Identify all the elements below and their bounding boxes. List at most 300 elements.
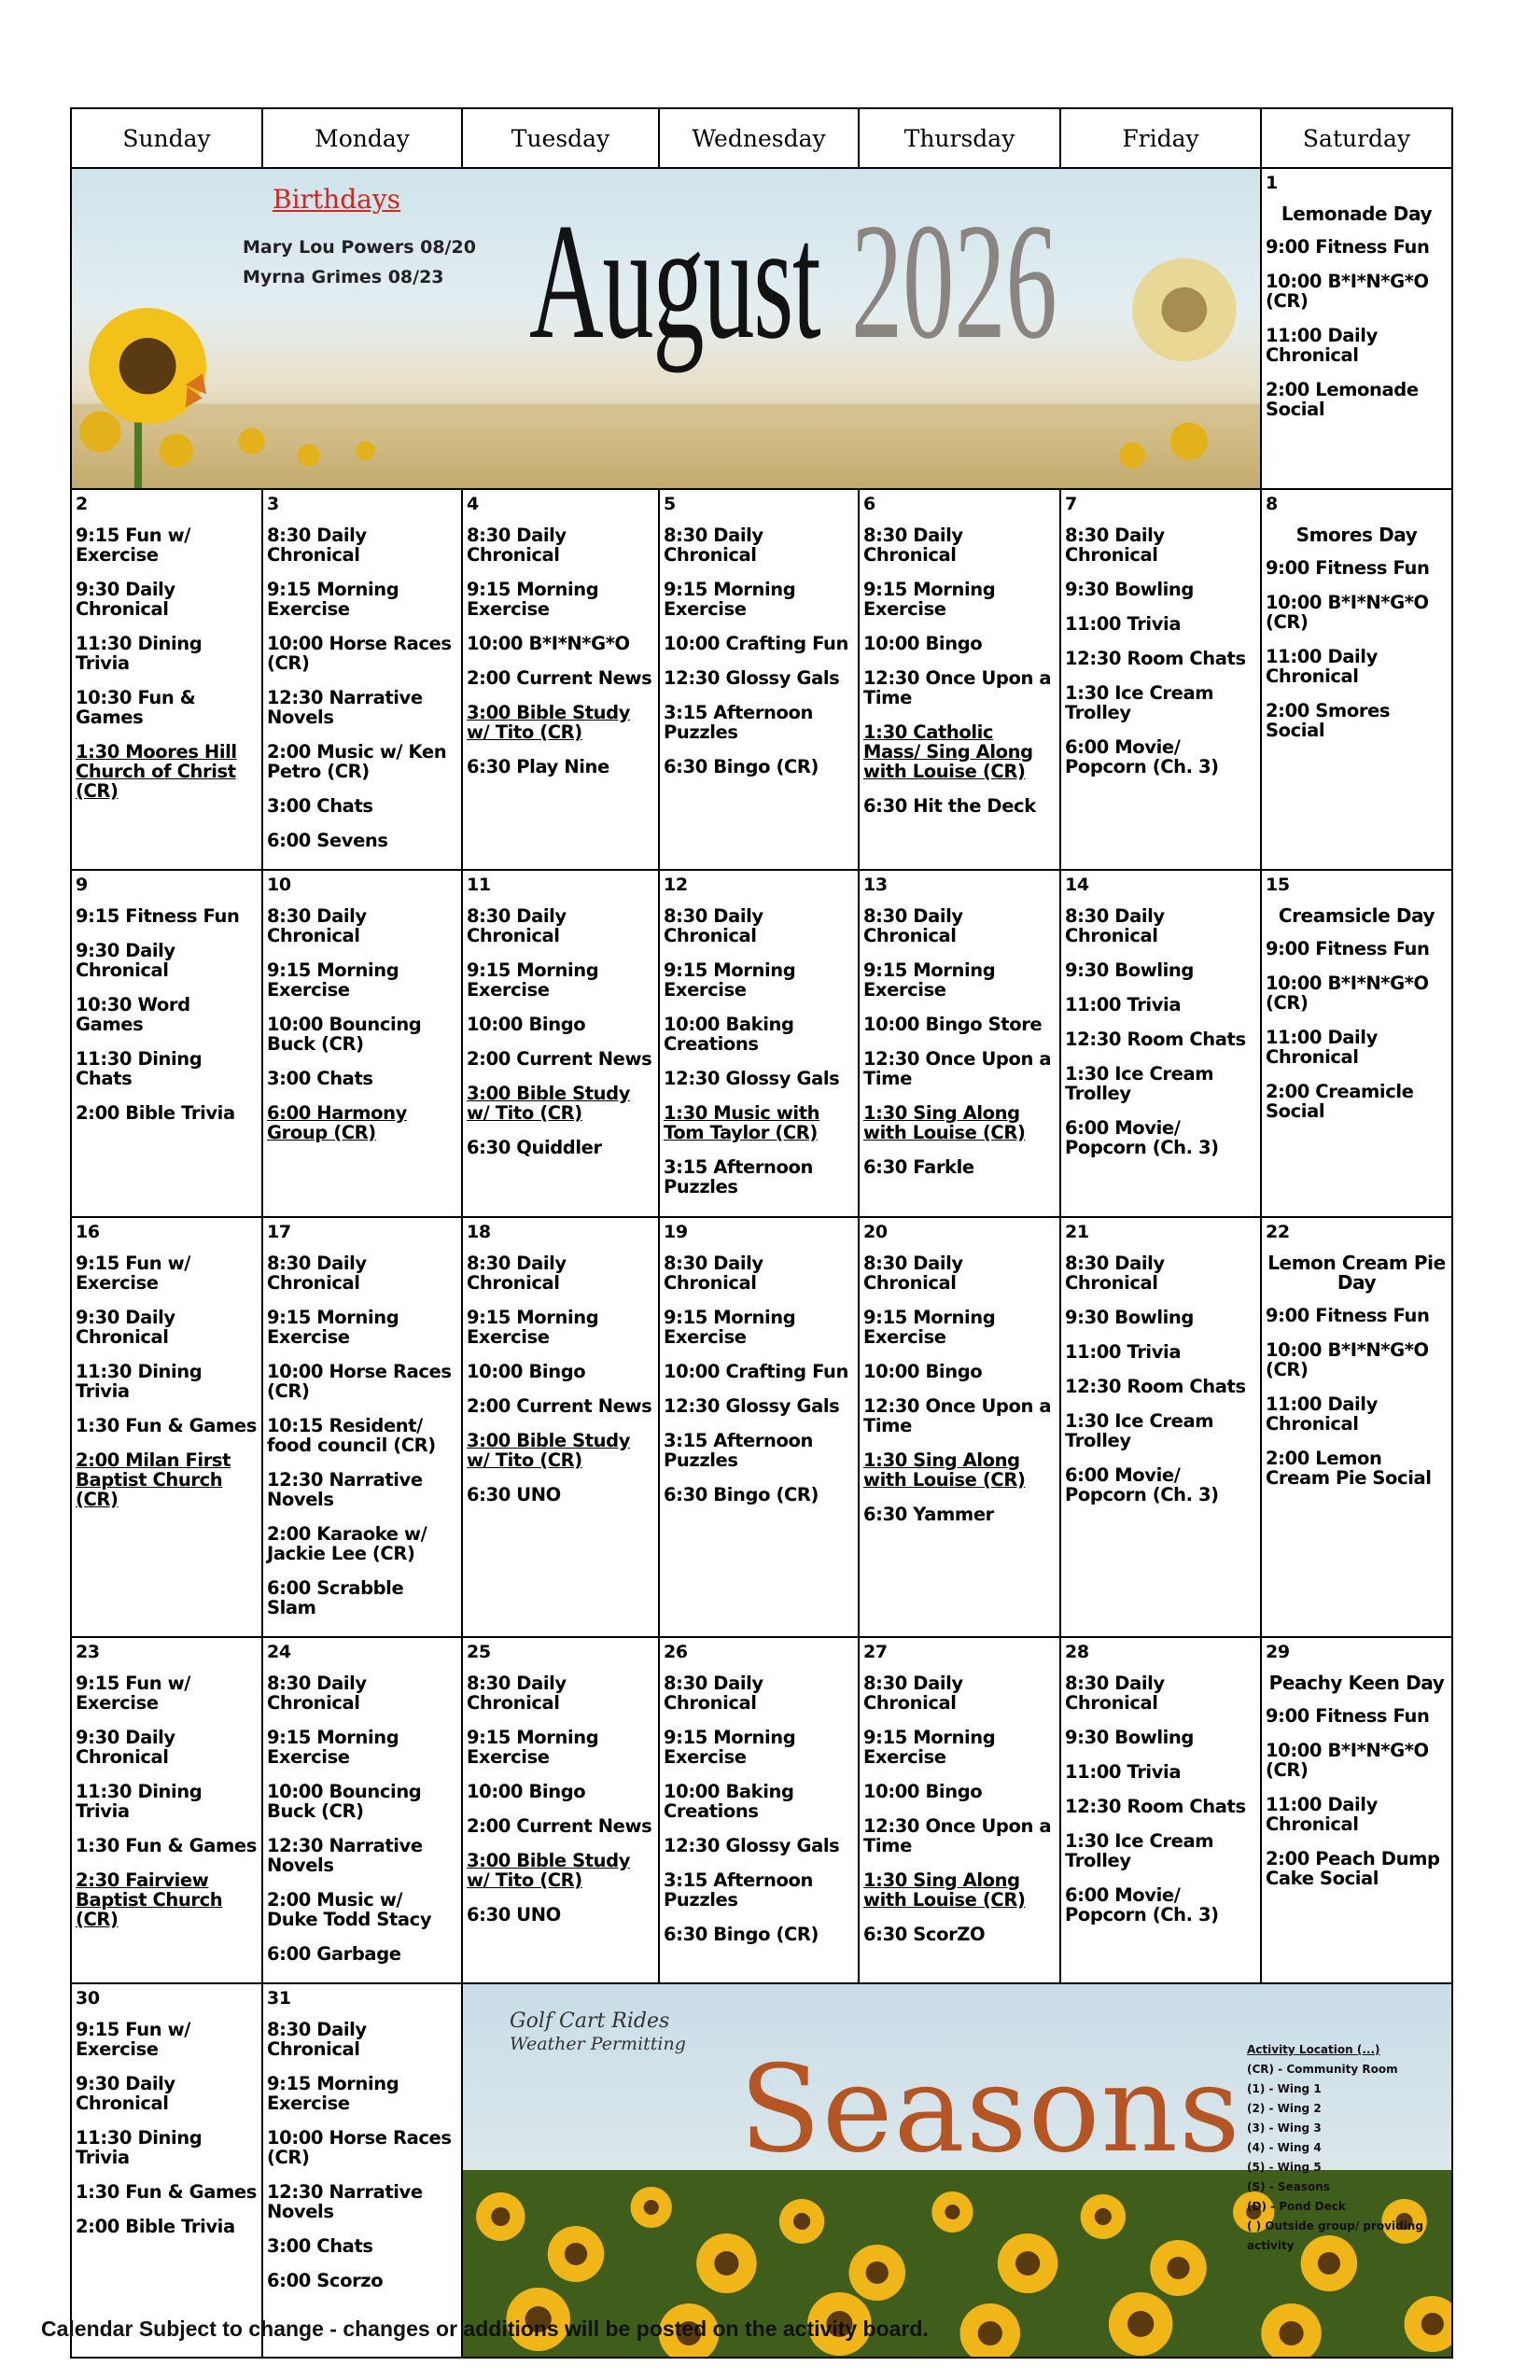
day-cell-content (463, 1218, 658, 1523)
activity-entry: 6:00 Scrabble Slam (267, 1577, 404, 1618)
activity-entry: 12:30 Narrative Novels (267, 2181, 423, 2222)
day-number: 23 (76, 1642, 100, 1662)
day-theme: Smores Day (1295, 524, 1418, 546)
day-cell-content (660, 871, 858, 1215)
activity-entry: 12:30 Glossy Gals (664, 1068, 840, 1089)
activity-entry: 9:00 Fitness Fun (1266, 236, 1430, 258)
day-cell (1261, 168, 1452, 489)
activity-entry: 8:30 Daily Chronical (664, 525, 763, 566)
activity-entry: 8:30 Daily Chronical (664, 905, 763, 946)
day-cell (71, 489, 262, 870)
activity-entry: 2:00 Milan First Baptist Church (CR) (76, 1449, 231, 1510)
activity-entry: 8:30 Daily Chronical (1065, 905, 1165, 946)
day-cell (462, 870, 659, 1217)
activity-entry: 9:15 Morning Exercise (467, 1727, 599, 1768)
day-number: 8 (1266, 494, 1278, 514)
activity-entry: 10:00 Crafting Fun (664, 633, 848, 654)
activity-entry: 10:00 B*I*N*G*O (CR) (1266, 1740, 1429, 1781)
day-cell (659, 489, 859, 870)
activity-entry: 8:30 Daily Chronical (467, 525, 567, 566)
day-cell (659, 1217, 859, 1637)
activity-entry: 3:00 Chats (267, 1068, 373, 1089)
activity-entry: 10:00 Bingo Store (863, 1014, 1043, 1035)
activity-entry: 9:15 Fun w/ Exercise (76, 1673, 190, 1714)
day-cell (1060, 1637, 1261, 1983)
activity-entry: 9:15 Morning Exercise (863, 1307, 996, 1348)
day-cell-content (860, 490, 1059, 834)
day-cell-content (463, 871, 658, 1176)
activity-entry: 10:00 B*I*N*G*O (467, 633, 630, 654)
day-cell-content (72, 490, 261, 819)
weekday-header: Tuesday (462, 108, 659, 168)
footer-disclaimer: Calendar Subject to change - changes or additions will be posted on the activity board. (41, 2317, 929, 2341)
activity-entry: 10:00 Baking Creations (664, 1781, 794, 1822)
activity-entry: 8:30 Daily Chronical (267, 905, 367, 946)
activity-entry: 9:30 Daily Chronical (76, 579, 175, 620)
activity-entry: 10:00 B*I*N*G*O (CR) (1266, 973, 1429, 1014)
activity-entry: 9:15 Morning Exercise (664, 1307, 796, 1348)
day-cell-content (1262, 490, 1451, 759)
activity-entry: 9:30 Daily Chronical (76, 2073, 175, 2114)
day-cell-content (72, 871, 261, 1141)
activity-entry: 11:00 Daily Chronical (1266, 646, 1378, 687)
day-cell (462, 1217, 659, 1637)
activity-entry: 6:00 Movie/ Popcorn (Ch. 3) (1065, 1884, 1219, 1925)
activity-entry: 2:00 Current News (467, 1048, 652, 1070)
day-number: 27 (863, 1642, 888, 1662)
activity-entry: 9:30 Daily Chronical (76, 1727, 175, 1768)
activity-entry: 6:30 UNO (467, 1904, 561, 1925)
seasons-panel (462, 1983, 1452, 2358)
activity-entry: 8:30 Daily Chronical (467, 1253, 567, 1294)
activity-entry: 9:00 Fitness Fun (1266, 938, 1430, 959)
activity-entry: 10:00 Baking Creations (664, 1014, 794, 1055)
day-number: 7 (1065, 494, 1077, 514)
year-title: 2026 (851, 189, 1057, 373)
day-cell-content (72, 1218, 261, 1528)
activity-entry: 11:00 Daily Chronical (1266, 325, 1378, 366)
activity-entry: 8:30 Daily Chronical (267, 525, 367, 566)
activity-entry: 3:00 Chats (267, 2235, 373, 2257)
legend-item: (2) - Wing 2 (1247, 2102, 1322, 2115)
weekday-header: Wednesday (659, 108, 859, 168)
day-cell (1261, 1217, 1452, 1637)
day-cell (1060, 489, 1261, 870)
activity-entry: 8:30 Daily Chronical (664, 1673, 763, 1714)
activity-entry: 8:30 Daily Chronical (1065, 1253, 1165, 1294)
day-number: 14 (1065, 875, 1089, 895)
activity-entry: 6:00 Scorzo (267, 2270, 384, 2291)
activity-entry: 1:30 Ice Cream Trolley (1065, 1410, 1214, 1451)
day-cell-content (660, 1638, 858, 1963)
activity-entry: 2:00 Music w/ Duke Todd Stacy (267, 1889, 432, 1930)
day-cell-content (1262, 1638, 1451, 1907)
activity-location-legend (1247, 2040, 1443, 2256)
legend-item: (S) - Seasons (1247, 2180, 1330, 2193)
activity-entry: 8:30 Daily Chronical (267, 1253, 367, 1294)
day-cell-content (860, 1638, 1059, 1963)
day-cell (859, 1217, 1060, 1637)
activity-entry: 1:30 Fun & Games (76, 1835, 257, 1856)
activity-entry: 6:30 Bingo (CR) (664, 756, 819, 777)
activity-entry: 3:00 Bible Study w/ Tito (CR) (467, 1850, 631, 1891)
activity-entry: 2:00 Current News (467, 1815, 652, 1837)
activity-entry: 9:15 Morning Exercise (863, 579, 996, 620)
legend-item: ( ) Outside group/ providing activity (1247, 2219, 1423, 2252)
birthday-entry: Mary Lou Powers 08/20 (243, 237, 476, 258)
activity-entry: 6:00 Sevens (267, 830, 388, 851)
activity-entry: 11:30 Dining Trivia (76, 633, 203, 674)
activity-entry: 1:30 Sing Along with Louise (CR) (863, 1869, 1026, 1911)
day-number: 22 (1266, 1222, 1290, 1242)
day-cell-content (263, 871, 461, 1161)
weekday-header: Sunday (71, 108, 262, 168)
day-cell-content (1262, 1218, 1451, 1506)
activity-entry: 10:00 Horse Races (CR) (267, 633, 452, 674)
activity-entry: 12:30 Once Upon a Time (863, 1395, 1052, 1436)
sunflower-banner-image (72, 169, 1260, 488)
legend-item: (4) - Wing 4 (1247, 2141, 1322, 2154)
day-cell-content (263, 1218, 461, 1636)
weekday-header: Saturday (1261, 108, 1452, 168)
day-cell-content (1061, 1638, 1260, 1943)
weekday-header-row (71, 108, 1452, 168)
activity-entry: 2:00 Bible Trivia (76, 1102, 235, 1124)
activity-entry: 9:30 Daily Chronical (76, 940, 175, 981)
day-cell (262, 1637, 462, 1983)
activity-entry: 8:30 Daily Chronical (267, 1673, 367, 1714)
activity-entry: 12:30 Room Chats (1065, 1029, 1246, 1050)
day-number: 4 (467, 494, 479, 514)
activity-entry: 2:00 Peach Dump Cake Social (1266, 1848, 1440, 1889)
activity-entry: 9:15 Morning Exercise (267, 1307, 399, 1348)
month-banner (71, 168, 1261, 489)
day-cell-content (1262, 169, 1451, 438)
birthdays-list (243, 232, 476, 292)
activity-entry: 9:15 Morning Exercise (467, 579, 599, 620)
day-cell (71, 870, 262, 1217)
activity-entry: 12:30 Narrative Novels (267, 687, 423, 728)
activity-entry: 6:30 Farkle (863, 1156, 974, 1178)
activity-entry: 9:15 Morning Exercise (863, 1727, 996, 1768)
day-number: 15 (1266, 875, 1290, 895)
activity-entry: 9:15 Morning Exercise (664, 959, 796, 1001)
day-number: 29 (1266, 1642, 1290, 1662)
activity-entry: 8:30 Daily Chronical (863, 905, 963, 946)
day-cell (71, 1217, 262, 1637)
activity-entry: 10:00 Bouncing Buck (CR) (267, 1781, 422, 1822)
activity-entry: 1:30 Fun & Games (76, 1415, 257, 1436)
activity-entry: 9:15 Morning Exercise (467, 1307, 599, 1348)
activity-entry: 6:30 Bingo (CR) (664, 1924, 819, 1945)
day-number: 24 (267, 1642, 291, 1662)
activity-entry: 8:30 Daily Chronical (267, 2019, 367, 2060)
activity-entry: 10:00 Bingo (863, 633, 983, 654)
day-cell (1261, 1637, 1452, 1983)
activity-entry: 6:30 UNO (467, 1484, 561, 1505)
legend-title: Activity Location (...) (1247, 2043, 1380, 2056)
activity-entry: 9:30 Daily Chronical (76, 1307, 175, 1348)
activity-entry: 10:00 Bingo (467, 1361, 586, 1382)
activity-entry: 1:30 Sing Along with Louise (CR) (863, 1102, 1026, 1143)
day-cell-content (1061, 871, 1260, 1176)
day-number: 17 (267, 1222, 291, 1242)
day-cell (859, 870, 1060, 1217)
day-number: 18 (467, 1222, 491, 1242)
day-number: 26 (664, 1642, 688, 1662)
activity-entry: 9:15 Fun w/ Exercise (76, 1253, 190, 1294)
activity-entry: 9:15 Fitness Fun (76, 905, 240, 927)
day-number: 2 (76, 494, 88, 514)
activity-entry: 3:00 Bible Study w/ Tito (CR) (467, 1083, 631, 1124)
activity-entry: 9:30 Bowling (1065, 959, 1194, 981)
day-cell-content (263, 1638, 461, 1982)
weekday-header: Monday (262, 108, 462, 168)
activity-entry: 3:00 Bible Study w/ Tito (CR) (467, 1430, 631, 1471)
activity-entry: 1:30 Ice Cream Trolley (1065, 682, 1214, 723)
activity-entry: 9:00 Fitness Fun (1266, 1305, 1430, 1326)
activity-entry: 9:15 Morning Exercise (863, 959, 996, 1001)
activity-entry: 3:15 Afternoon Puzzles (664, 1156, 813, 1197)
birthday-entry: Myrna Grimes 08/23 (243, 267, 444, 287)
month-title: August (529, 189, 820, 373)
activity-entry: 1:30 Ice Cream Trolley (1065, 1063, 1214, 1104)
day-number: 1 (1266, 173, 1278, 193)
activity-entry: 6:00 Movie/ Popcorn (Ch. 3) (1065, 736, 1219, 777)
activity-entry: 12:30 Once Upon a Time (863, 1815, 1052, 1856)
activity-entry: 6:00 Movie/ Popcorn (Ch. 3) (1065, 1117, 1219, 1158)
day-cell-content (660, 1218, 858, 1523)
seasons-sunflower-image (463, 1984, 1451, 2357)
activity-entry: 9:30 Bowling (1065, 1307, 1194, 1328)
activity-entry: 1:30 Music with Tom Taylor (CR) (664, 1102, 820, 1143)
activity-entry: 11:00 Trivia (1065, 994, 1182, 1015)
legend-item: (3) - Wing 3 (1247, 2121, 1322, 2135)
legend-item: (5) - Wing 5 (1247, 2161, 1322, 2174)
day-number: 9 (76, 875, 88, 895)
activity-entry: 6:00 Harmony Group (CR) (267, 1102, 407, 1143)
day-number: 20 (863, 1222, 888, 1242)
day-cell (262, 489, 462, 870)
activity-entry: 8:30 Daily Chronical (1065, 1673, 1165, 1714)
day-cell-content (463, 490, 658, 795)
activity-entry: 1:30 Moores Hill Church of Christ (CR) (76, 741, 237, 802)
golf-cart-subtitle: Weather Permitting (510, 2034, 686, 2054)
day-cell (859, 1637, 1060, 1983)
activity-entry: 2:00 Bible Trivia (76, 2216, 235, 2237)
activity-entry: 11:00 Trivia (1065, 1761, 1182, 1783)
activity-entry: 3:15 Afternoon Puzzles (664, 1430, 813, 1471)
day-cell (1261, 870, 1452, 1217)
activity-entry: 12:30 Room Chats (1065, 1796, 1246, 1817)
day-number: 31 (267, 1988, 291, 2009)
activity-entry: 10:00 B*I*N*G*O (CR) (1266, 592, 1429, 633)
activity-entry: 10:15 Resident/ food council (CR) (267, 1415, 436, 1456)
activity-entry: 1:30 Fun & Games (76, 2181, 257, 2203)
day-cell-content (1061, 1218, 1260, 1523)
activity-entry: 6:30 Bingo (CR) (664, 1484, 819, 1505)
day-number: 16 (76, 1222, 100, 1242)
activity-entry: 8:30 Daily Chronical (664, 1253, 763, 1294)
activity-entry: 2:00 Smores Social (1266, 700, 1391, 741)
day-cell-content (263, 1984, 461, 2309)
activity-entry: 12:30 Narrative Novels (267, 1469, 423, 1510)
activity-entry: 10:30 Fun & Games (76, 687, 196, 728)
activity-entry: 8:30 Daily Chronical (863, 525, 963, 566)
activity-entry: 10:00 B*I*N*G*O (CR) (1266, 1339, 1429, 1380)
day-cell-content (263, 490, 461, 869)
day-theme: Lemonade Day (1281, 203, 1433, 225)
activity-entry: 10:00 Horse Races (CR) (267, 1361, 452, 1402)
day-theme: Creamsicle Day (1278, 904, 1435, 927)
activity-entry: 2:00 Karaoke w/ Jackie Lee (CR) (267, 1523, 427, 1564)
activity-entry: 12:30 Narrative Novels (267, 1835, 423, 1876)
day-number: 11 (467, 875, 491, 895)
activity-entry: 10:00 B*I*N*G*O (CR) (1266, 271, 1429, 312)
day-cell (462, 489, 659, 870)
activity-entry: 9:00 Fitness Fun (1266, 1705, 1430, 1727)
activity-entry: 2:00 Creamicle Social (1266, 1081, 1414, 1122)
activity-entry: 11:00 Daily Chronical (1266, 1027, 1378, 1068)
activity-entry: 2:30 Fairview Baptist Church (CR) (76, 1869, 223, 1930)
activity-entry: 2:00 Current News (467, 667, 652, 689)
activity-entry: 12:30 Room Chats (1065, 648, 1246, 669)
activity-entry: 12:30 Once Upon a Time (863, 667, 1052, 708)
activity-entry: 6:00 Garbage (267, 1943, 401, 1965)
activity-entry: 10:00 Bingo (863, 1781, 983, 1802)
day-cell (262, 870, 462, 1217)
seasons-logo-text: Seasons (739, 2040, 1241, 2179)
activity-entry: 6:30 Play Nine (467, 756, 609, 777)
activity-entry: 12:30 Glossy Gals (664, 1835, 840, 1856)
day-number: 5 (664, 494, 676, 514)
activity-entry: 11:30 Dining Chats (76, 1048, 203, 1089)
day-cell-content (463, 1638, 658, 1943)
activity-entry: 6:30 Yammer (863, 1504, 994, 1525)
activity-entry: 10:00 Bouncing Buck (CR) (267, 1014, 422, 1055)
day-number: 28 (1065, 1642, 1089, 1662)
activity-entry: 8:30 Daily Chronical (467, 1673, 567, 1714)
day-number: 19 (664, 1222, 688, 1242)
day-cell (1261, 489, 1452, 870)
day-cell (462, 1637, 659, 1983)
activity-entry: 6:30 Quiddler (467, 1137, 602, 1158)
day-theme: Lemon Cream Pie Day (1267, 1252, 1446, 1294)
activity-entry: 9:00 Fitness Fun (1266, 557, 1430, 579)
calendar-grid (70, 107, 1453, 2359)
activity-entry: 1:30 Sing Along with Louise (CR) (863, 1449, 1026, 1491)
day-cell-content (72, 1638, 261, 1948)
activity-entry: 9:15 Morning Exercise (267, 1727, 399, 1768)
activity-entry: 9:15 Morning Exercise (467, 959, 599, 1001)
activity-entry: 3:00 Bible Study w/ Tito (CR) (467, 702, 631, 743)
day-cell-content (660, 490, 858, 795)
activity-entry: 6:30 Hit the Deck (863, 795, 1036, 817)
day-cell-content (1262, 871, 1451, 1140)
activity-entry: 9:15 Morning Exercise (267, 959, 399, 1001)
activity-entry: 9:15 Morning Exercise (267, 579, 399, 620)
day-number: 21 (1065, 1222, 1089, 1242)
activity-entry: 11:30 Dining Trivia (76, 1361, 203, 1402)
golf-cart-title: Golf Cart Rides (510, 2009, 670, 2033)
day-number: 6 (863, 494, 875, 514)
activity-entry: 3:00 Chats (267, 795, 373, 817)
activity-entry: 3:15 Afternoon Puzzles (664, 1869, 813, 1911)
golf-cart-note (510, 2010, 686, 2055)
activity-entry: 3:15 Afternoon Puzzles (664, 702, 813, 743)
activity-entry: 11:30 Dining Trivia (76, 2127, 203, 2168)
activity-entry: 10:00 Bingo (467, 1014, 586, 1035)
day-cell (71, 1637, 262, 1983)
day-cell (262, 1983, 462, 2358)
activity-entry: 12:30 Glossy Gals (664, 1395, 840, 1417)
activity-entry: 6:30 ScorZO (863, 1924, 986, 1945)
day-cell (659, 870, 859, 1217)
activity-entry: 9:15 Morning Exercise (267, 2073, 399, 2114)
activity-entry: 9:30 Bowling (1065, 579, 1194, 600)
activity-entry: 9:15 Morning Exercise (664, 579, 796, 620)
activity-entry: 6:00 Movie/ Popcorn (Ch. 3) (1065, 1464, 1219, 1505)
day-number: 30 (76, 1988, 100, 2009)
day-cell (1060, 1217, 1261, 1637)
activity-entry: 10:00 Horse Races (CR) (267, 2127, 452, 2168)
activity-entry: 2:00 Lemonade Social (1266, 379, 1419, 420)
activity-entry: 8:30 Daily Chronical (1065, 525, 1165, 566)
day-cell (71, 1983, 262, 2358)
activity-entry: 8:30 Daily Chronical (863, 1673, 963, 1714)
legend-item: (CR) - Community Room (1247, 2063, 1398, 2076)
day-cell-content (1061, 490, 1260, 795)
day-theme: Peachy Keen Day (1268, 1672, 1445, 1694)
day-cell (659, 1637, 859, 1983)
legend-item: (1) - Wing 1 (1247, 2082, 1322, 2095)
activity-entry: 9:15 Fun w/ Exercise (76, 2019, 190, 2060)
day-number: 13 (863, 875, 888, 895)
weekday-header: Thursday (859, 108, 1060, 168)
legend-item: (D) - Pond Deck (1247, 2200, 1346, 2213)
activity-entry: 9:15 Fun w/ Exercise (76, 525, 190, 566)
activity-entry: 9:15 Morning Exercise (664, 1727, 796, 1768)
activity-entry: 12:30 Once Upon a Time (863, 1048, 1052, 1089)
day-number: 25 (467, 1642, 491, 1662)
day-cell-content (72, 1984, 261, 2255)
activity-entry: 12:30 Room Chats (1065, 1376, 1246, 1397)
activity-entry: 2:00 Music w/ Ken Petro (CR) (267, 741, 447, 782)
day-cell-content (860, 871, 1059, 1196)
activity-entry: 11:00 Daily Chronical (1266, 1393, 1378, 1435)
activity-entry: 1:30 Catholic Mass/ Sing Along with Louise (CR) (863, 721, 1033, 782)
activity-entry: 10:00 Bingo (467, 1781, 586, 1802)
birthdays-title: Birthdays (273, 184, 401, 215)
activity-entry: 11:30 Dining Trivia (76, 1781, 203, 1822)
activity-entry: 11:00 Daily Chronical (1266, 1794, 1378, 1835)
activity-entry: 11:00 Trivia (1065, 1341, 1182, 1363)
activity-entry: 8:30 Daily Chronical (863, 1253, 963, 1294)
day-cell (859, 489, 1060, 870)
activity-entry: 10:00 Crafting Fun (664, 1361, 848, 1382)
activity-entry: 11:00 Trivia (1065, 613, 1182, 635)
activity-entry: 2:00 Current News (467, 1395, 652, 1417)
day-number: 3 (267, 494, 279, 514)
activity-entry: 8:30 Daily Chronical (467, 905, 567, 946)
day-cell (1060, 870, 1261, 1217)
activity-entry: 10:00 Bingo (863, 1361, 983, 1382)
activity-entry: 10:30 Word Games (76, 994, 190, 1035)
activity-entry: 1:30 Ice Cream Trolley (1065, 1830, 1214, 1871)
day-number: 10 (267, 875, 291, 895)
day-number: 12 (664, 875, 688, 895)
day-cell-content (860, 1218, 1059, 1543)
